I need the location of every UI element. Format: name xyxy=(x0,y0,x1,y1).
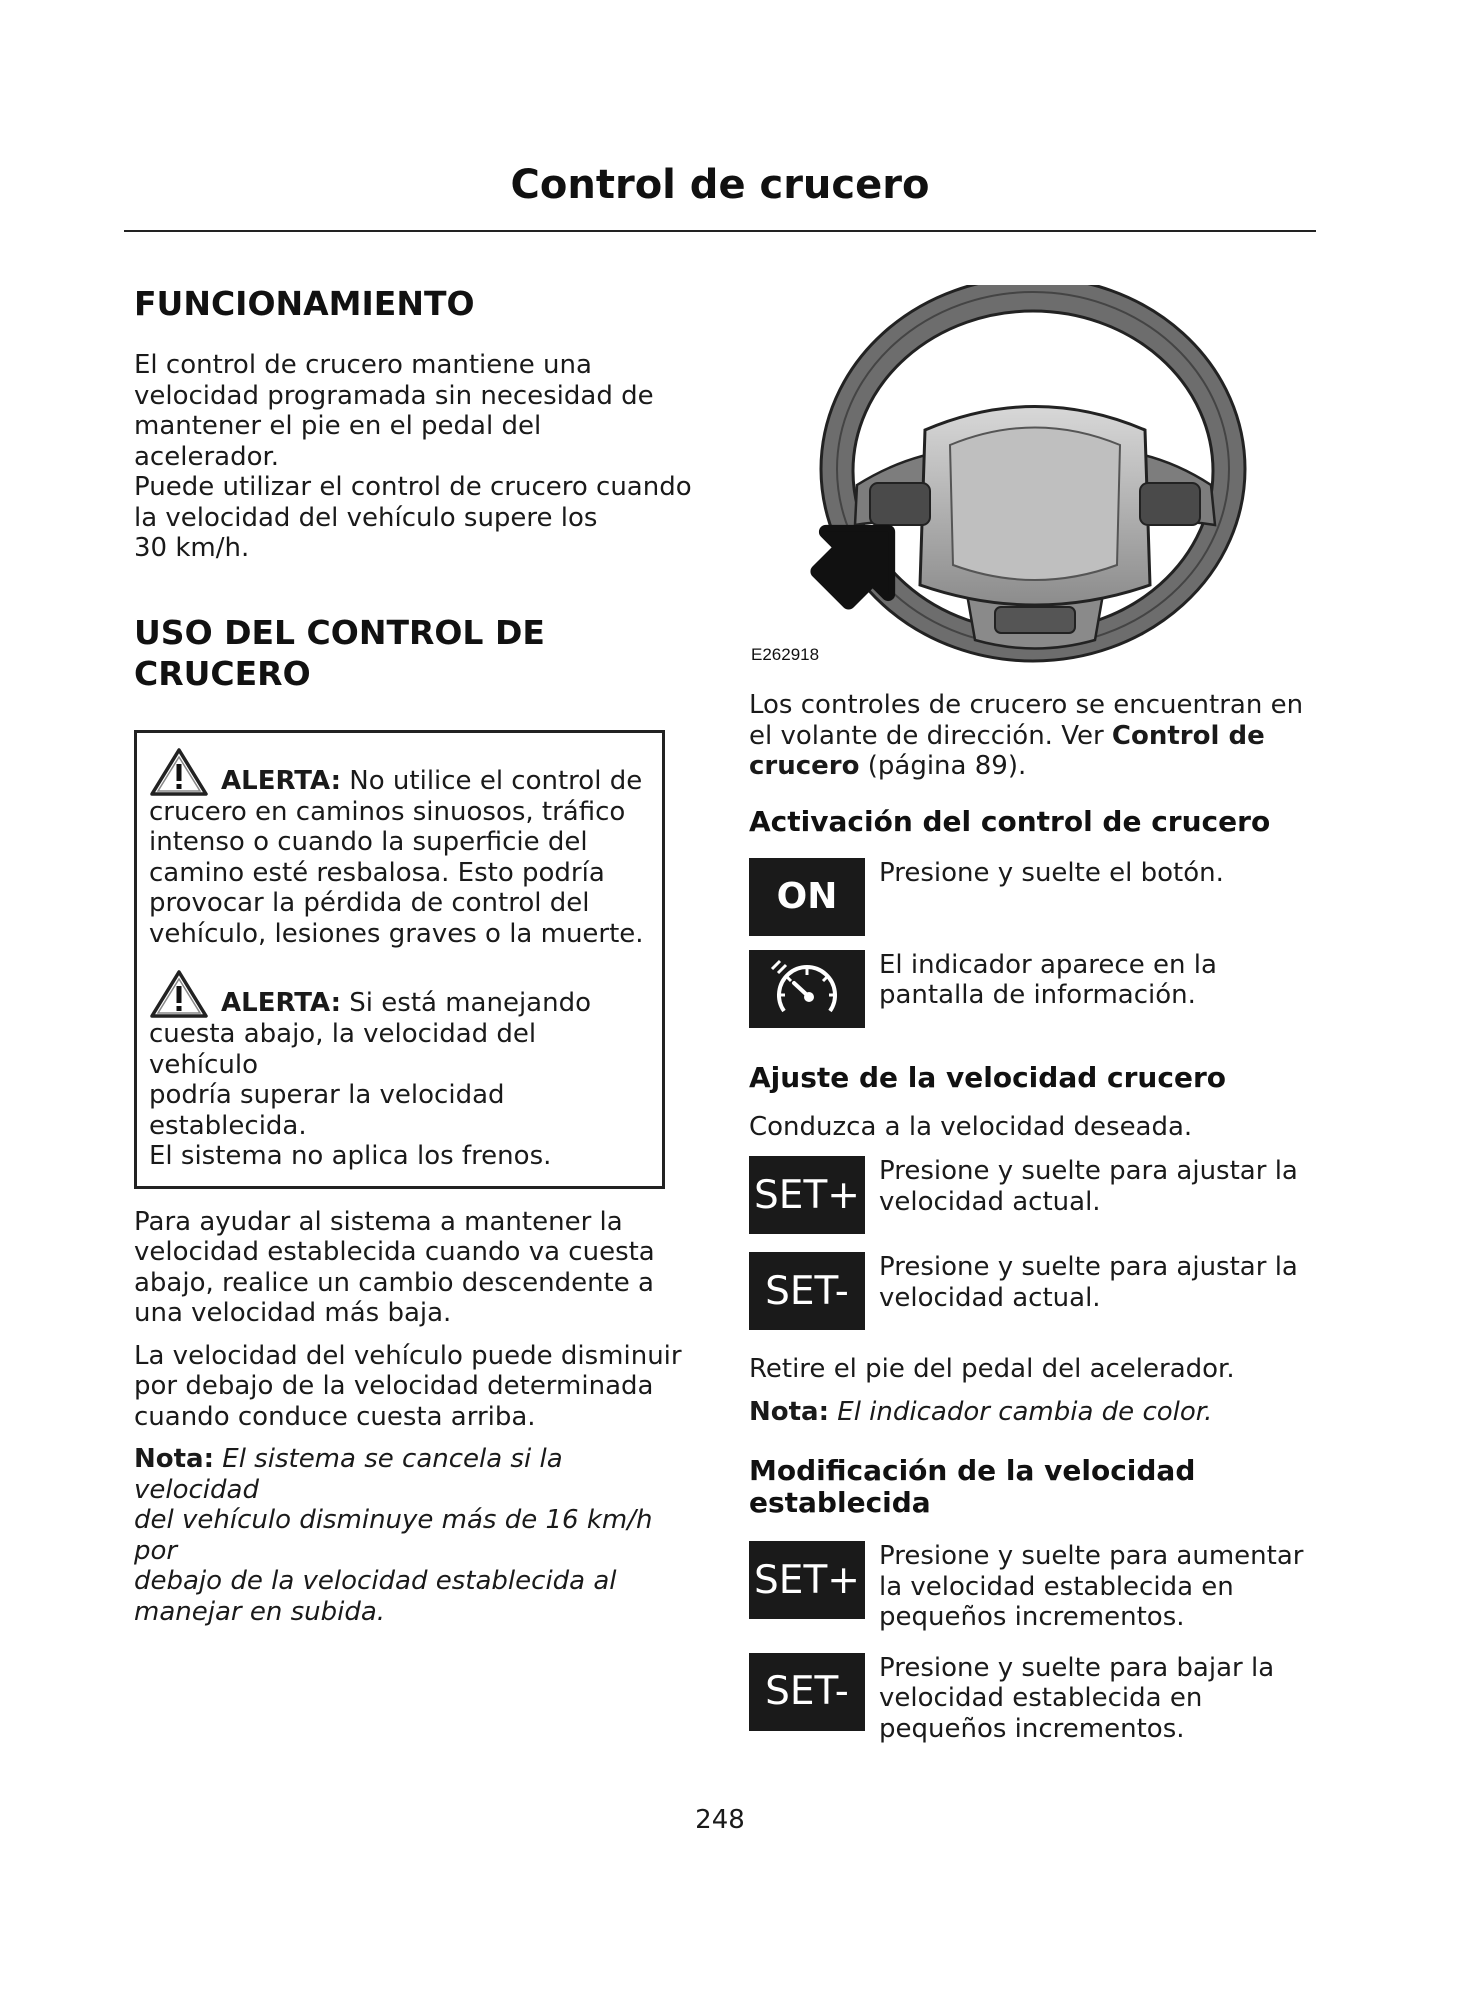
drive-text: Conduzca a la velocidad deseada. xyxy=(749,1111,1193,1142)
text-line: La velocidad del vehículo puede disminuir xyxy=(134,1340,682,1371)
nota-text: del vehículo disminuye más de 16 km/h por xyxy=(134,1505,653,1566)
heading-ajuste: Ajuste de la velocidad crucero xyxy=(749,1060,1226,1094)
alert-text: Si está manejando xyxy=(341,988,592,1018)
on-button-icon: ON xyxy=(749,858,865,936)
cross-reference-link[interactable]: crucero xyxy=(749,751,860,781)
indicator-row xyxy=(749,950,1321,1028)
alert-2 xyxy=(149,969,650,1172)
speedometer-icon xyxy=(749,950,865,1028)
heading-line: USO DEL CONTROL DE xyxy=(134,612,545,652)
text-line: una velocidad más baja. xyxy=(134,1298,452,1328)
on-row xyxy=(749,858,1321,936)
left-column xyxy=(134,283,694,1627)
on-text: Presione y suelte el botón. xyxy=(879,857,1224,888)
mod-set-minus-row xyxy=(749,1653,1321,1745)
alert-text: El sistema no aplica los frenos. xyxy=(149,1141,552,1171)
set-plus-button-icon: SET+ xyxy=(749,1541,865,1619)
text-line: velocidad actual. xyxy=(879,1186,1101,1217)
alert-text: vehículo, lesiones graves o la muerte. xyxy=(149,918,644,949)
warning-triangle-icon xyxy=(149,969,209,1019)
set-minus-text xyxy=(879,1252,1298,1313)
warning-triangle-icon xyxy=(149,747,209,797)
text-line: pequeños incrementos. xyxy=(879,1713,1185,1744)
alert-label: ALERTA: xyxy=(221,988,342,1018)
mod-set-minus-text xyxy=(879,1653,1274,1745)
title-rule xyxy=(124,230,1316,232)
alert-text: podría superar la velocidad establecida. xyxy=(149,1080,505,1141)
nota-text: El indicador cambia de color. xyxy=(829,1396,1213,1427)
nota-label: Nota: xyxy=(749,1396,829,1427)
alert-label: ALERTA: xyxy=(221,765,342,796)
text-line: El control de crucero mantiene una xyxy=(134,350,592,380)
set-minus-button-icon: SET- xyxy=(749,1252,865,1330)
text-line: velocidad programada sin necesidad de xyxy=(134,380,654,411)
alert-1 xyxy=(149,747,650,950)
text-line: (página 89). xyxy=(859,751,1027,781)
text-line: velocidad establecida en xyxy=(879,1683,1203,1713)
text-line: la velocidad establecida en xyxy=(879,1571,1234,1602)
intro-paragraph xyxy=(749,690,1321,782)
retire-text: Retire el pie del pedal del acelerador. xyxy=(749,1354,1235,1384)
text-line: Puede utilizar el control de crucero cuando xyxy=(134,472,692,502)
funcionamiento-paragraph xyxy=(134,350,694,564)
nota-label: Nota: xyxy=(134,1444,214,1474)
mod-set-plus-row xyxy=(749,1541,1321,1633)
set-minus-row xyxy=(749,1252,1321,1330)
heading-line: CRUCERO xyxy=(134,653,311,693)
text-line: Los controles de crucero se encuentran en xyxy=(749,690,1304,720)
set-minus-button-icon: SET- xyxy=(749,1653,865,1731)
alert-box xyxy=(134,730,665,1189)
text-line: El indicador aparece en la xyxy=(879,949,1217,980)
text-line: Presione y suelte para ajustar la xyxy=(879,1252,1298,1282)
text-line: Presione y suelte para bajar la xyxy=(879,1652,1275,1683)
right-column xyxy=(749,690,1321,1744)
text-line: velocidad establecida cuando va cuesta xyxy=(134,1237,655,1267)
indicator-text xyxy=(879,950,1217,1011)
text-line: mantener el pie en el pedal del acelerador. xyxy=(134,411,542,472)
alert-text: intenso o cuando la superficie del xyxy=(149,827,588,857)
nota-text: El sistema se cancela si la velocidad xyxy=(134,1444,563,1505)
text-line: 30 km/h. xyxy=(134,533,250,563)
heading-line: Modificación de la velocidad xyxy=(749,1454,1196,1487)
text-line: el volante de dirección. Ver xyxy=(749,720,1112,751)
text-line: la velocidad del vehículo supere los xyxy=(134,502,598,533)
set-plus-row xyxy=(749,1156,1321,1234)
text-line: pantalla de información. xyxy=(879,980,1196,1010)
uphill-paragraph xyxy=(134,1341,694,1433)
ajuste-nota xyxy=(749,1397,1321,1428)
text-line: Para ayudar al sistema a mantener la xyxy=(134,1206,623,1237)
heading-funcionamiento: FUNCIONAMIENTO xyxy=(134,284,475,323)
text-line: Presione y suelte para aumentar xyxy=(879,1541,1304,1571)
figure-code: E262918 xyxy=(751,645,820,664)
cross-reference-link[interactable]: Control de xyxy=(1111,720,1265,751)
set-plus-button-icon: SET+ xyxy=(749,1156,865,1234)
text-line: Presione y suelte para ajustar la xyxy=(879,1156,1298,1186)
alert-text: provocar la pérdida de control del xyxy=(149,888,590,918)
nota-text: debajo de la velocidad establecida al xyxy=(134,1566,617,1596)
mod-set-plus-text xyxy=(879,1541,1303,1633)
alert-text: No utilice el control de xyxy=(341,765,643,796)
nota-text: manejar en subida. xyxy=(134,1596,386,1627)
page-title: Control de crucero xyxy=(510,162,930,208)
alert-text: crucero en caminos sinuosos, tráfico xyxy=(149,796,626,827)
heading-uso-del-control xyxy=(134,612,694,694)
heading-modificacion xyxy=(749,1455,1321,1519)
nota-paragraph xyxy=(134,1444,694,1627)
downhill-paragraph xyxy=(134,1207,694,1329)
text-line: velocidad actual. xyxy=(879,1282,1101,1313)
page-number: 248 xyxy=(695,1805,745,1835)
text-line: por debajo de la velocidad determinada xyxy=(134,1371,654,1401)
steering-wheel-illustration xyxy=(745,285,1305,670)
alert-text: cuesta abajo, la velocidad del vehículo xyxy=(149,1019,537,1080)
alert-text: camino esté resbalosa. Esto podría xyxy=(149,857,605,888)
heading-line: establecida xyxy=(749,1486,931,1519)
heading-activacion: Activación del control de crucero xyxy=(749,804,1271,838)
text-line: cuando conduce cuesta arriba. xyxy=(134,1401,536,1432)
set-plus-text xyxy=(879,1156,1298,1217)
text-line: pequeños incrementos. xyxy=(879,1602,1185,1632)
text-line: abajo, realice un cambio descendente a xyxy=(134,1267,654,1298)
